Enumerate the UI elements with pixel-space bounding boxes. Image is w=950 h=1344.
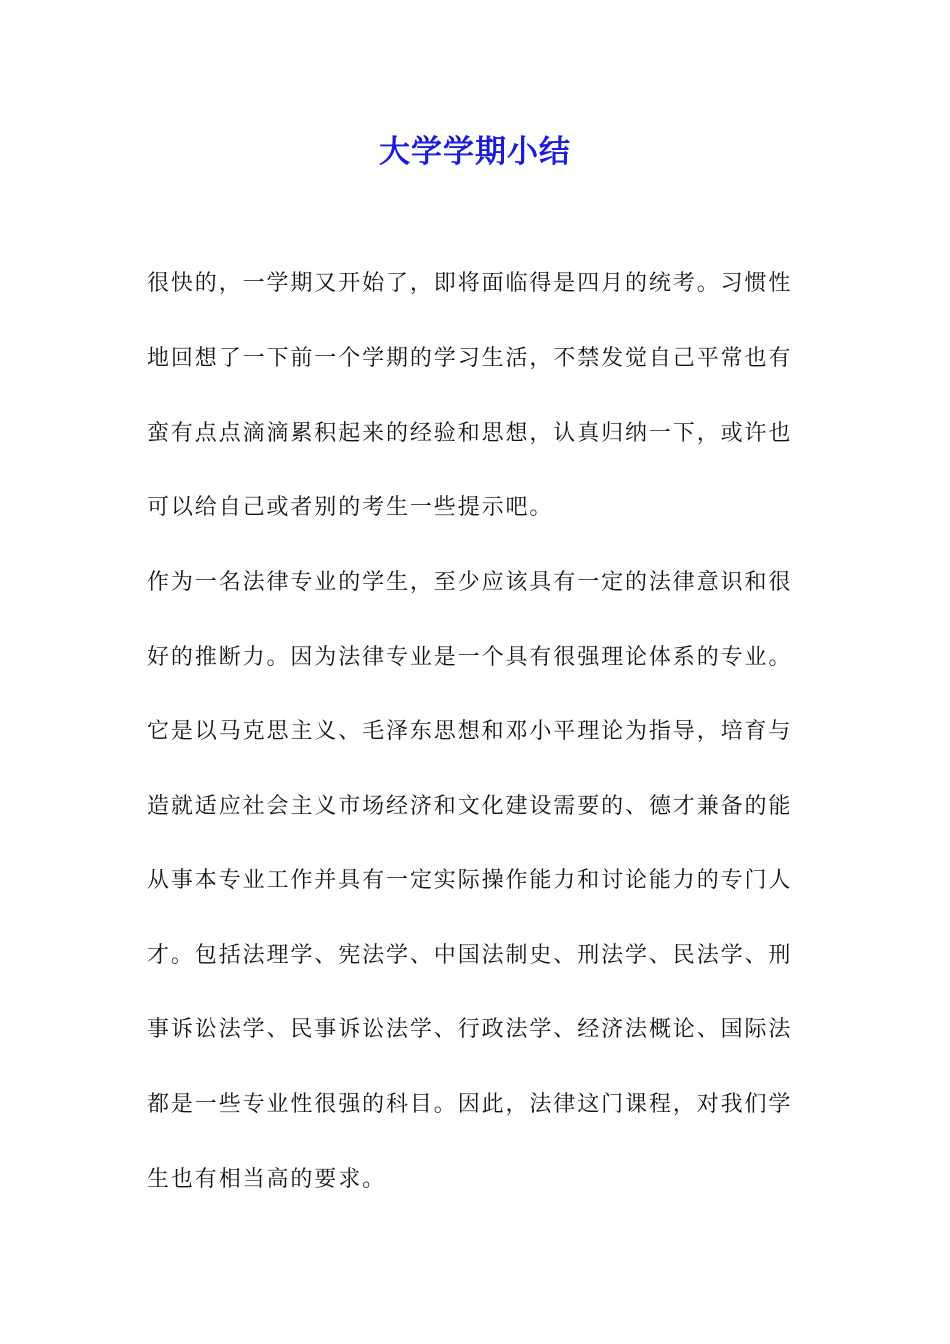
paragraph-2-line-7: 事诉讼法学、民事诉讼法学、行政法学、经济法概论、国际法 <box>147 1017 793 1042</box>
paragraph-2-line-3: 它是以马克思主义、毛泽东思想和邓小平理论为指导，培育与 <box>147 719 793 744</box>
document-title: 大学学期小结 <box>379 134 571 170</box>
paragraph-2-line-2: 好的推断力。因为法律专业是一个具有很强理论体系的专业。 <box>147 645 793 670</box>
paragraph-1-line-1: 很快的，一学期又开始了，即将面临得是四月的统考。习惯性 <box>147 271 793 296</box>
paragraph-2-line-1: 作为一名法律专业的学生，至少应该具有一定的法律意识和很 <box>147 570 793 595</box>
paragraph-2-line-9: 生也有相当高的要求。 <box>147 1167 387 1192</box>
paragraph-2-line-4: 造就适应社会主义市场经济和文化建设需要的、德才兼备的能 <box>147 794 793 819</box>
paragraph-1-line-2: 地回想了一下前一个学期的学习生活，不禁发觉自己平常也有 <box>147 346 793 371</box>
paragraph-1-line-4: 可以给自己或者别的考生一些提示吧。 <box>147 495 554 520</box>
paragraph-2-line-8: 都是一些专业性很强的科目。因此，法律这门课程，对我们学 <box>147 1092 793 1117</box>
paragraph-2-line-6: 才。包括法理学、宪法学、中国法制史、刑法学、民法学、刑 <box>147 943 793 968</box>
paragraph-2-line-5: 从事本专业工作并具有一定实际操作能力和讨论能力的专门人 <box>147 868 793 893</box>
paragraph-1-line-3: 蛮有点点滴滴累积起来的经验和思想，认真归纳一下，或许也 <box>147 421 793 446</box>
